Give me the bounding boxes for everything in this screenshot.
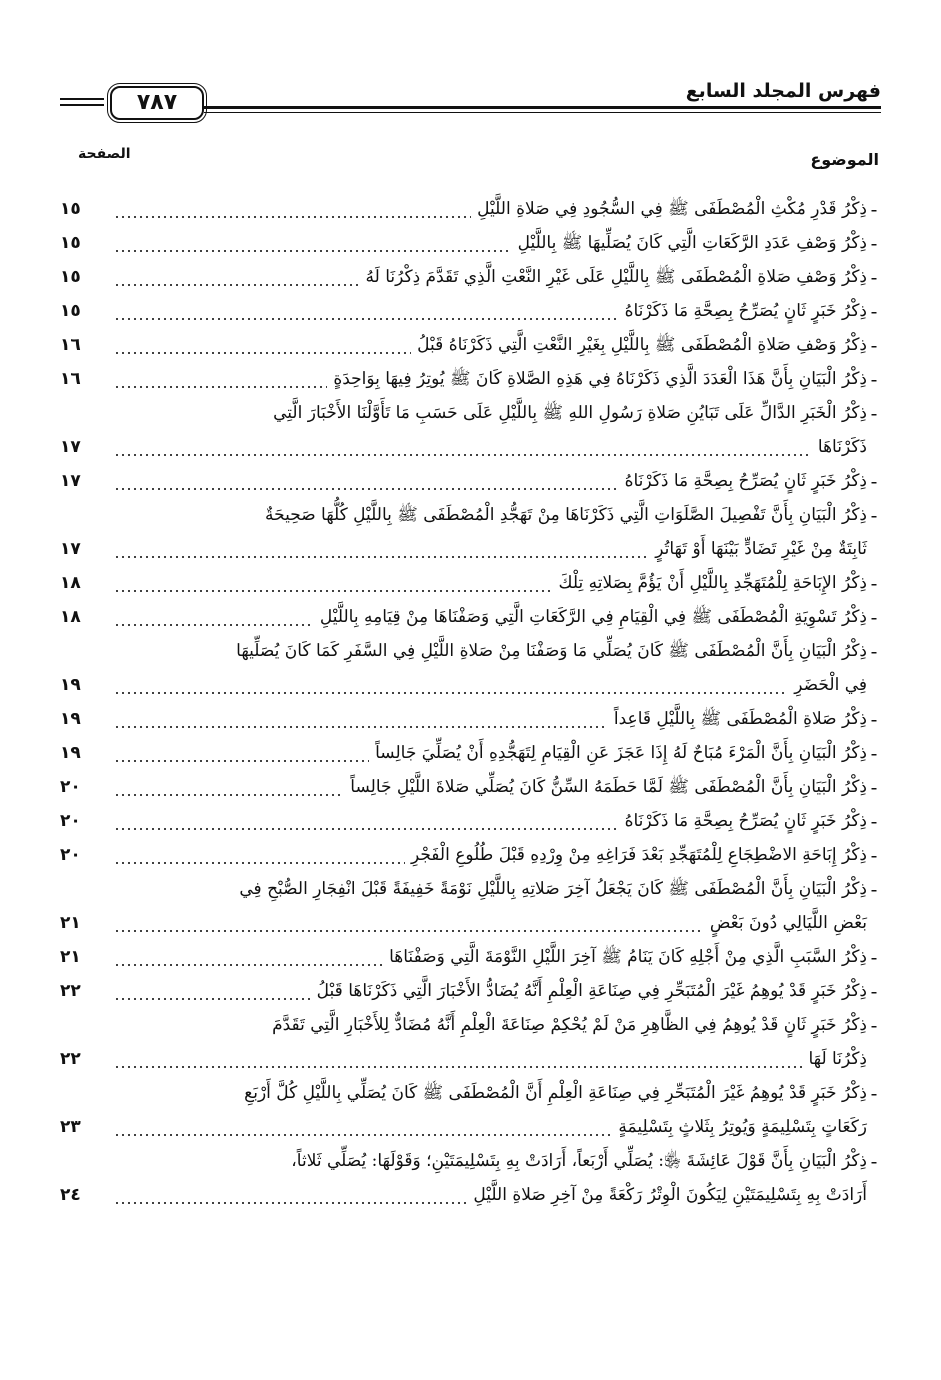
entry-title: ذِكْرُنَا لَهَا	[808, 1049, 867, 1069]
dot-leader	[114, 192, 471, 226]
entry-page-number: ١٨	[60, 607, 81, 627]
entry-page-number: ١٨	[60, 573, 81, 593]
entry-page-number: ١٩	[60, 709, 81, 729]
entry-line	[60, 362, 881, 396]
dot-leader	[114, 226, 512, 260]
index-entry	[60, 328, 881, 362]
entry-page-number: ١٧	[60, 471, 81, 491]
index-entry	[60, 362, 881, 396]
entry-line	[60, 736, 881, 770]
entry-page-number: ١٩	[60, 743, 81, 763]
entry-page-number: ٢٠	[60, 845, 81, 865]
entry-line	[60, 464, 881, 498]
entry-line	[60, 1042, 881, 1076]
entry-title: ذِكْرُ الْخَبَرِ الدَّالِّ عَلَى تَبَايُنِ صَلاةِ رَسُولِ اللهِ ﷺ بِاللَّيْلِ عَلَى حَسَبِ مَا تَأَوَّلْنَا الأَخْبَارَ الَّتِي	[273, 403, 867, 423]
entry-title: ذِكْرُ السَّبَبِ الَّذِي مِنْ أَجْلِهِ كَانَ يَنَامُ ﷺ آخِرَ اللَّيْلِ النَّوْمَةَ الَّتِي وَصَفْنَاهَا	[389, 947, 867, 967]
entry-line	[60, 668, 881, 702]
index-entry	[60, 974, 881, 1008]
dot-leader	[114, 940, 383, 974]
entry-line	[60, 1008, 881, 1042]
entry-page-number: ١٦	[60, 335, 81, 355]
entry-title: ذِكْرُ خَبَرٍ ثَانٍ يُصَرِّحُ بِصِحَّةِ مَا ذَكَرْنَاهُ	[624, 811, 867, 831]
entry-page-number: ٢١	[60, 913, 81, 933]
entry-line	[60, 192, 881, 226]
dash-bullet-icon: -	[870, 197, 878, 221]
entry-line	[60, 532, 881, 566]
dash-bullet-icon: -	[870, 503, 878, 527]
entry-page-number: ١٧	[60, 437, 81, 457]
header-rule-thin	[204, 112, 881, 113]
entry-title: ذِكْرُ الْبَيَانِ بِأَنَّ هَذَا الْعَدَدَ الَّذِي ذَكَرْنَاهُ فِي هَذِهِ الصَّلاةِ كَانَ ﷺ يُوتِرُ فِيهَا بِوَاحِدَةٍ	[333, 369, 867, 389]
entry-line	[60, 396, 881, 430]
entry-line	[60, 226, 881, 260]
index-entry	[60, 498, 881, 566]
dash-bullet-icon: -	[870, 979, 878, 1003]
header-ornament-lines	[60, 98, 104, 110]
index-entries	[60, 192, 881, 1212]
dash-bullet-icon: -	[870, 1081, 878, 1105]
dot-leader	[114, 294, 619, 328]
entry-line	[60, 600, 881, 634]
entry-title: ذِكْرُ وَصْفِ صَلاةِ الْمُصْطَفَى ﷺ بِاللَّيْلِ عَلَى غَيْرِ النَّعْتِ الَّذِي تَقَدَّمَ ذِكْرُنَا لَهُ	[365, 267, 867, 287]
entry-line	[60, 634, 881, 668]
dash-bullet-icon: -	[870, 265, 878, 289]
index-entry	[60, 294, 881, 328]
entry-page-number: ١٥	[60, 199, 81, 219]
dot-leader	[114, 464, 619, 498]
entry-title: ذِكْرُ الْبَيَانِ بِأَنَّ الْمُصْطَفَى ﷺ كَانَ يَجْعَلُ آخِرَ صَلاتِهِ بِاللَّيْلِ نَوْمَةً خَفِيفَةً قَبْلَ انْفِجَارِ الصُّبْحِ فِي	[239, 879, 867, 899]
column-label-topic: الموضوع	[810, 150, 879, 169]
index-entry	[60, 634, 881, 702]
index-entry	[60, 566, 881, 600]
index-entry	[60, 736, 881, 770]
dash-bullet-icon: -	[870, 299, 878, 323]
dash-bullet-icon: -	[870, 775, 878, 799]
entry-line	[60, 260, 881, 294]
entry-title: ذِكْرُ خَبَرٍ قَدْ يُوهِمُ غَيْرَ الْمُتَبَحِّرِ فِي صِنَاعَةِ الْعِلْمِ أَنَّ الْمُصْطَفَى ﷺ كَانَ يُصَلِّي بِاللَّيْلِ كُلَّ أَرْبَعِ	[244, 1083, 867, 1103]
dash-bullet-icon: -	[870, 605, 878, 629]
dot-leader	[114, 1178, 467, 1212]
entry-title: فِي الْحَضَرِ	[794, 675, 867, 695]
dot-leader	[114, 260, 360, 294]
entry-page-number: ٢٣	[60, 1117, 81, 1137]
entry-page-number: ١٧	[60, 539, 81, 559]
entry-title: ذِكْرُ خَبَرٍ ثَانٍ يُصَرِّحُ بِصِحَّةِ مَا ذَكَرْنَاهُ	[624, 301, 867, 321]
index-entry	[60, 1144, 881, 1212]
entry-page-number: ٢٤	[60, 1185, 81, 1205]
entry-title: ثَابِتَةٌ مِنْ غَيْرِ تَضَادٍّ بَيْنَهَا أَوْ تَهَاتُرٍ	[655, 539, 867, 559]
index-entry	[60, 260, 881, 294]
entry-page-number: ٢٠	[60, 811, 81, 831]
entry-title: ذِكْرُ صَلاةِ الْمُصْطَفَى ﷺ بِاللَّيْلِ قَاعِداً	[613, 709, 867, 729]
dot-leader	[114, 804, 619, 838]
entry-title: ذِكْرُ إِبَاحَةِ الاضْطِجَاعِ لِلْمُتَهَجِّدِ بَعْدَ فَرَاغِهِ مِنْ وِرْدِهِ قَبْلَ طُلُوعِ الْفَجْرِ	[410, 845, 867, 865]
entry-page-number: ١٥	[60, 301, 81, 321]
dash-bullet-icon: -	[870, 741, 878, 765]
entry-title: ذِكْرُ وَصْفِ صَلاةِ الْمُصْطَفَى ﷺ بِاللَّيْلِ بِغَيْرِ النَّعْتِ الَّتِي ذَكَرْنَاهُ قَبْلُ	[417, 335, 867, 355]
dot-leader	[114, 328, 411, 362]
index-entry	[60, 464, 881, 498]
index-entry	[60, 770, 881, 804]
entry-line	[60, 294, 881, 328]
entry-line	[60, 328, 881, 362]
entry-page-number: ٢١	[60, 947, 81, 967]
entry-title: ذِكْرُ الْبَيَانِ بِأَنَّ الْمُصْطَفَى ﷺ كَانَ يُصَلِّي مَا وَصَفْنَا مِنْ صَلاةِ اللَّيْلِ فِي السَّفَرِ كَمَا كَانَ يُصَلِّيهَا	[236, 641, 867, 661]
entry-title: رَكَعَاتٍ بِتَسْلِيمَةٍ وَيُوتِرُ بِثَلاثٍ بِتَسْلِيمَةٍ	[618, 1117, 867, 1137]
entry-line	[60, 702, 881, 736]
index-entry	[60, 1076, 881, 1144]
dash-bullet-icon: -	[870, 945, 878, 969]
dot-leader	[114, 668, 788, 702]
entry-title: ذِكْرُ الْبَيَانِ بِأَنَّ تَفْصِيلَ الصَّلَوَاتِ الَّتِي ذَكَرْنَاهَا مِنْ تَهَجُّدِ الْمُصْطَفَى ﷺ بِاللَّيْلِ كُلُّهَا صَحِيحَةٌ	[265, 505, 867, 525]
entry-title: ذِكْرُ خَبَرٍ قَدْ يُوهِمُ غَيْرَ الْمُتَبَحِّرِ فِي صِنَاعَةِ الْعِلْمِ أَنَّهُ يُضَادُّ الأَخْبَارَ الَّتِي ذَكَرْنَاهَا قَبْلُ	[316, 981, 867, 1001]
dash-bullet-icon: -	[870, 333, 878, 357]
entry-page-number: ١٥	[60, 233, 81, 253]
dash-bullet-icon: -	[870, 571, 878, 595]
dot-leader	[114, 566, 553, 600]
entry-line	[60, 872, 881, 906]
dash-bullet-icon: -	[870, 843, 878, 867]
dot-leader	[114, 1110, 612, 1144]
index-entry	[60, 804, 881, 838]
entry-line	[60, 770, 881, 804]
dot-leader	[114, 702, 608, 736]
index-entry	[60, 872, 881, 940]
entry-page-number: ٢٢	[60, 1049, 81, 1069]
entry-page-number: ١٦	[60, 369, 81, 389]
column-label-page: الصفحة	[78, 146, 131, 162]
entry-line	[60, 1178, 881, 1212]
entry-line	[60, 974, 881, 1008]
dash-bullet-icon: -	[870, 1013, 878, 1037]
entry-title: ذِكْرُ خَبَرٍ ثَانٍ يُصَرِّحُ بِصِحَّةِ مَا ذَكَرْنَاهُ	[624, 471, 867, 491]
header-rule	[204, 106, 881, 109]
dot-leader	[114, 600, 314, 634]
dash-bullet-icon: -	[870, 231, 878, 255]
entry-title: ذِكْرُ الْبَيَانِ بِأَنَّ الْمَرْءَ مُبَاحٌ لَهُ إِذَا عَجَزَ عَنِ الْقِيَامِ لِتَهَجُّدِهِ أَنْ يُصَلِّيَ جَالِساً	[375, 743, 867, 763]
index-entry	[60, 600, 881, 634]
dot-leader	[114, 770, 344, 804]
entry-page-number: ٢٢	[60, 981, 81, 1001]
page-number-badge	[110, 86, 204, 120]
entry-title: أَرَادَتْ بِهِ بِتَسْلِيمَتَيْنِ لِيَكُونَ الْوِتْرُ رَكْعَةً مِنْ آخِرِ صَلاةِ اللَّيْلِ	[473, 1185, 867, 1205]
entry-line	[60, 838, 881, 872]
entry-line	[60, 906, 881, 940]
dash-bullet-icon: -	[870, 401, 878, 425]
entry-title: ذِكْرُ الْبَيَانِ بِأَنَّ قَوْلَ عَائِشَةَ ﵂: يُصَلِّي أَرْبَعاً، أَرَادَتْ بِهِ بِتَسْلِيمَتَيْنِ؛ وَقَوْلَهَا: يُصَلِّي ثَلاثاً،	[291, 1151, 867, 1171]
dash-bullet-icon: -	[870, 469, 878, 493]
page-number: ٧٨٧	[136, 90, 178, 115]
entry-page-number: ٢٠	[60, 777, 81, 797]
dash-bullet-icon: -	[870, 707, 878, 731]
index-entry	[60, 226, 881, 260]
entry-line	[60, 804, 881, 838]
dot-leader	[114, 906, 704, 940]
dash-bullet-icon: -	[870, 877, 878, 901]
entry-line	[60, 1076, 881, 1110]
index-entry	[60, 396, 881, 464]
dot-leader	[114, 838, 405, 872]
dash-bullet-icon: -	[870, 1149, 878, 1173]
index-entry	[60, 192, 881, 226]
dot-leader	[114, 430, 812, 464]
dot-leader	[114, 362, 327, 396]
entry-page-number: ١٩	[60, 675, 81, 695]
entry-line	[60, 940, 881, 974]
entry-title: ذِكْرُ الْبَيَانِ بِأَنَّ الْمُصْطَفَى ﷺ لَمَّا حَطَمَهُ السِّنُّ كَانَ يُصَلِّي صَلاةَ اللَّيْلِ جَالِساً	[350, 777, 867, 797]
entry-title: ذِكْرُ قَدْرِ مُكْثِ الْمُصْطَفَى ﷺ فِي السُّجُودِ فِي صَلاةِ اللَّيْلِ	[477, 199, 867, 219]
dot-leader	[114, 532, 649, 566]
entry-line	[60, 498, 881, 532]
dash-bullet-icon: -	[870, 639, 878, 663]
dot-leader	[114, 736, 369, 770]
entry-title: ذِكْرُ وَصْفِ عَدَدِ الرَّكَعَاتِ الَّتِي كَانَ يُصَلِّيهَا ﷺ بِاللَّيْلِ	[517, 233, 867, 253]
dash-bullet-icon: -	[870, 809, 878, 833]
entry-line	[60, 430, 881, 464]
entry-title: ذَكَرْنَاهَا	[817, 437, 867, 457]
entry-title: ذِكْرُ الإِبَاحَةِ لِلْمُتَهَجِّدِ بِاللَّيْلِ أَنْ يَؤُمَّ بِصَلاتِهِ تِلْكَ	[558, 573, 867, 593]
index-entry	[60, 702, 881, 736]
dot-leader	[114, 1042, 802, 1076]
index-entry	[60, 1008, 881, 1076]
entry-line	[60, 1144, 881, 1178]
entry-title: ذِكْرُ تَسْوِيَةِ الْمُصْطَفَى ﷺ فِي الْقِيَامِ فِي الرَّكَعَاتِ الَّتِي وَصَفْنَاهَا مِنْ قِيَامِهِ بِاللَّيْلِ	[319, 607, 867, 627]
entry-page-number: ١٥	[60, 267, 81, 287]
entry-title: ذِكْرُ خَبَرٍ ثَانٍ قَدْ يُوهِمُ فِي الظَّاهِرِ مَنْ لَمْ يُحْكِمْ صِنَاعَةَ الْعِلْمِ أَنَّهُ مُضَادٌّ لِلأَخْبَارِ الَّتِي تَقَدَّمَ	[272, 1015, 867, 1035]
dash-bullet-icon: -	[870, 367, 878, 391]
index-entry	[60, 940, 881, 974]
entry-title: بَعْضِ اللَّيَالِي دُونَ بَعْضٍ	[709, 913, 867, 933]
dot-leader	[114, 974, 311, 1008]
entry-line	[60, 566, 881, 600]
running-title: فهرس المجلد السابع	[685, 80, 881, 102]
page-header	[60, 78, 881, 118]
entry-line	[60, 1110, 881, 1144]
index-entry	[60, 838, 881, 872]
